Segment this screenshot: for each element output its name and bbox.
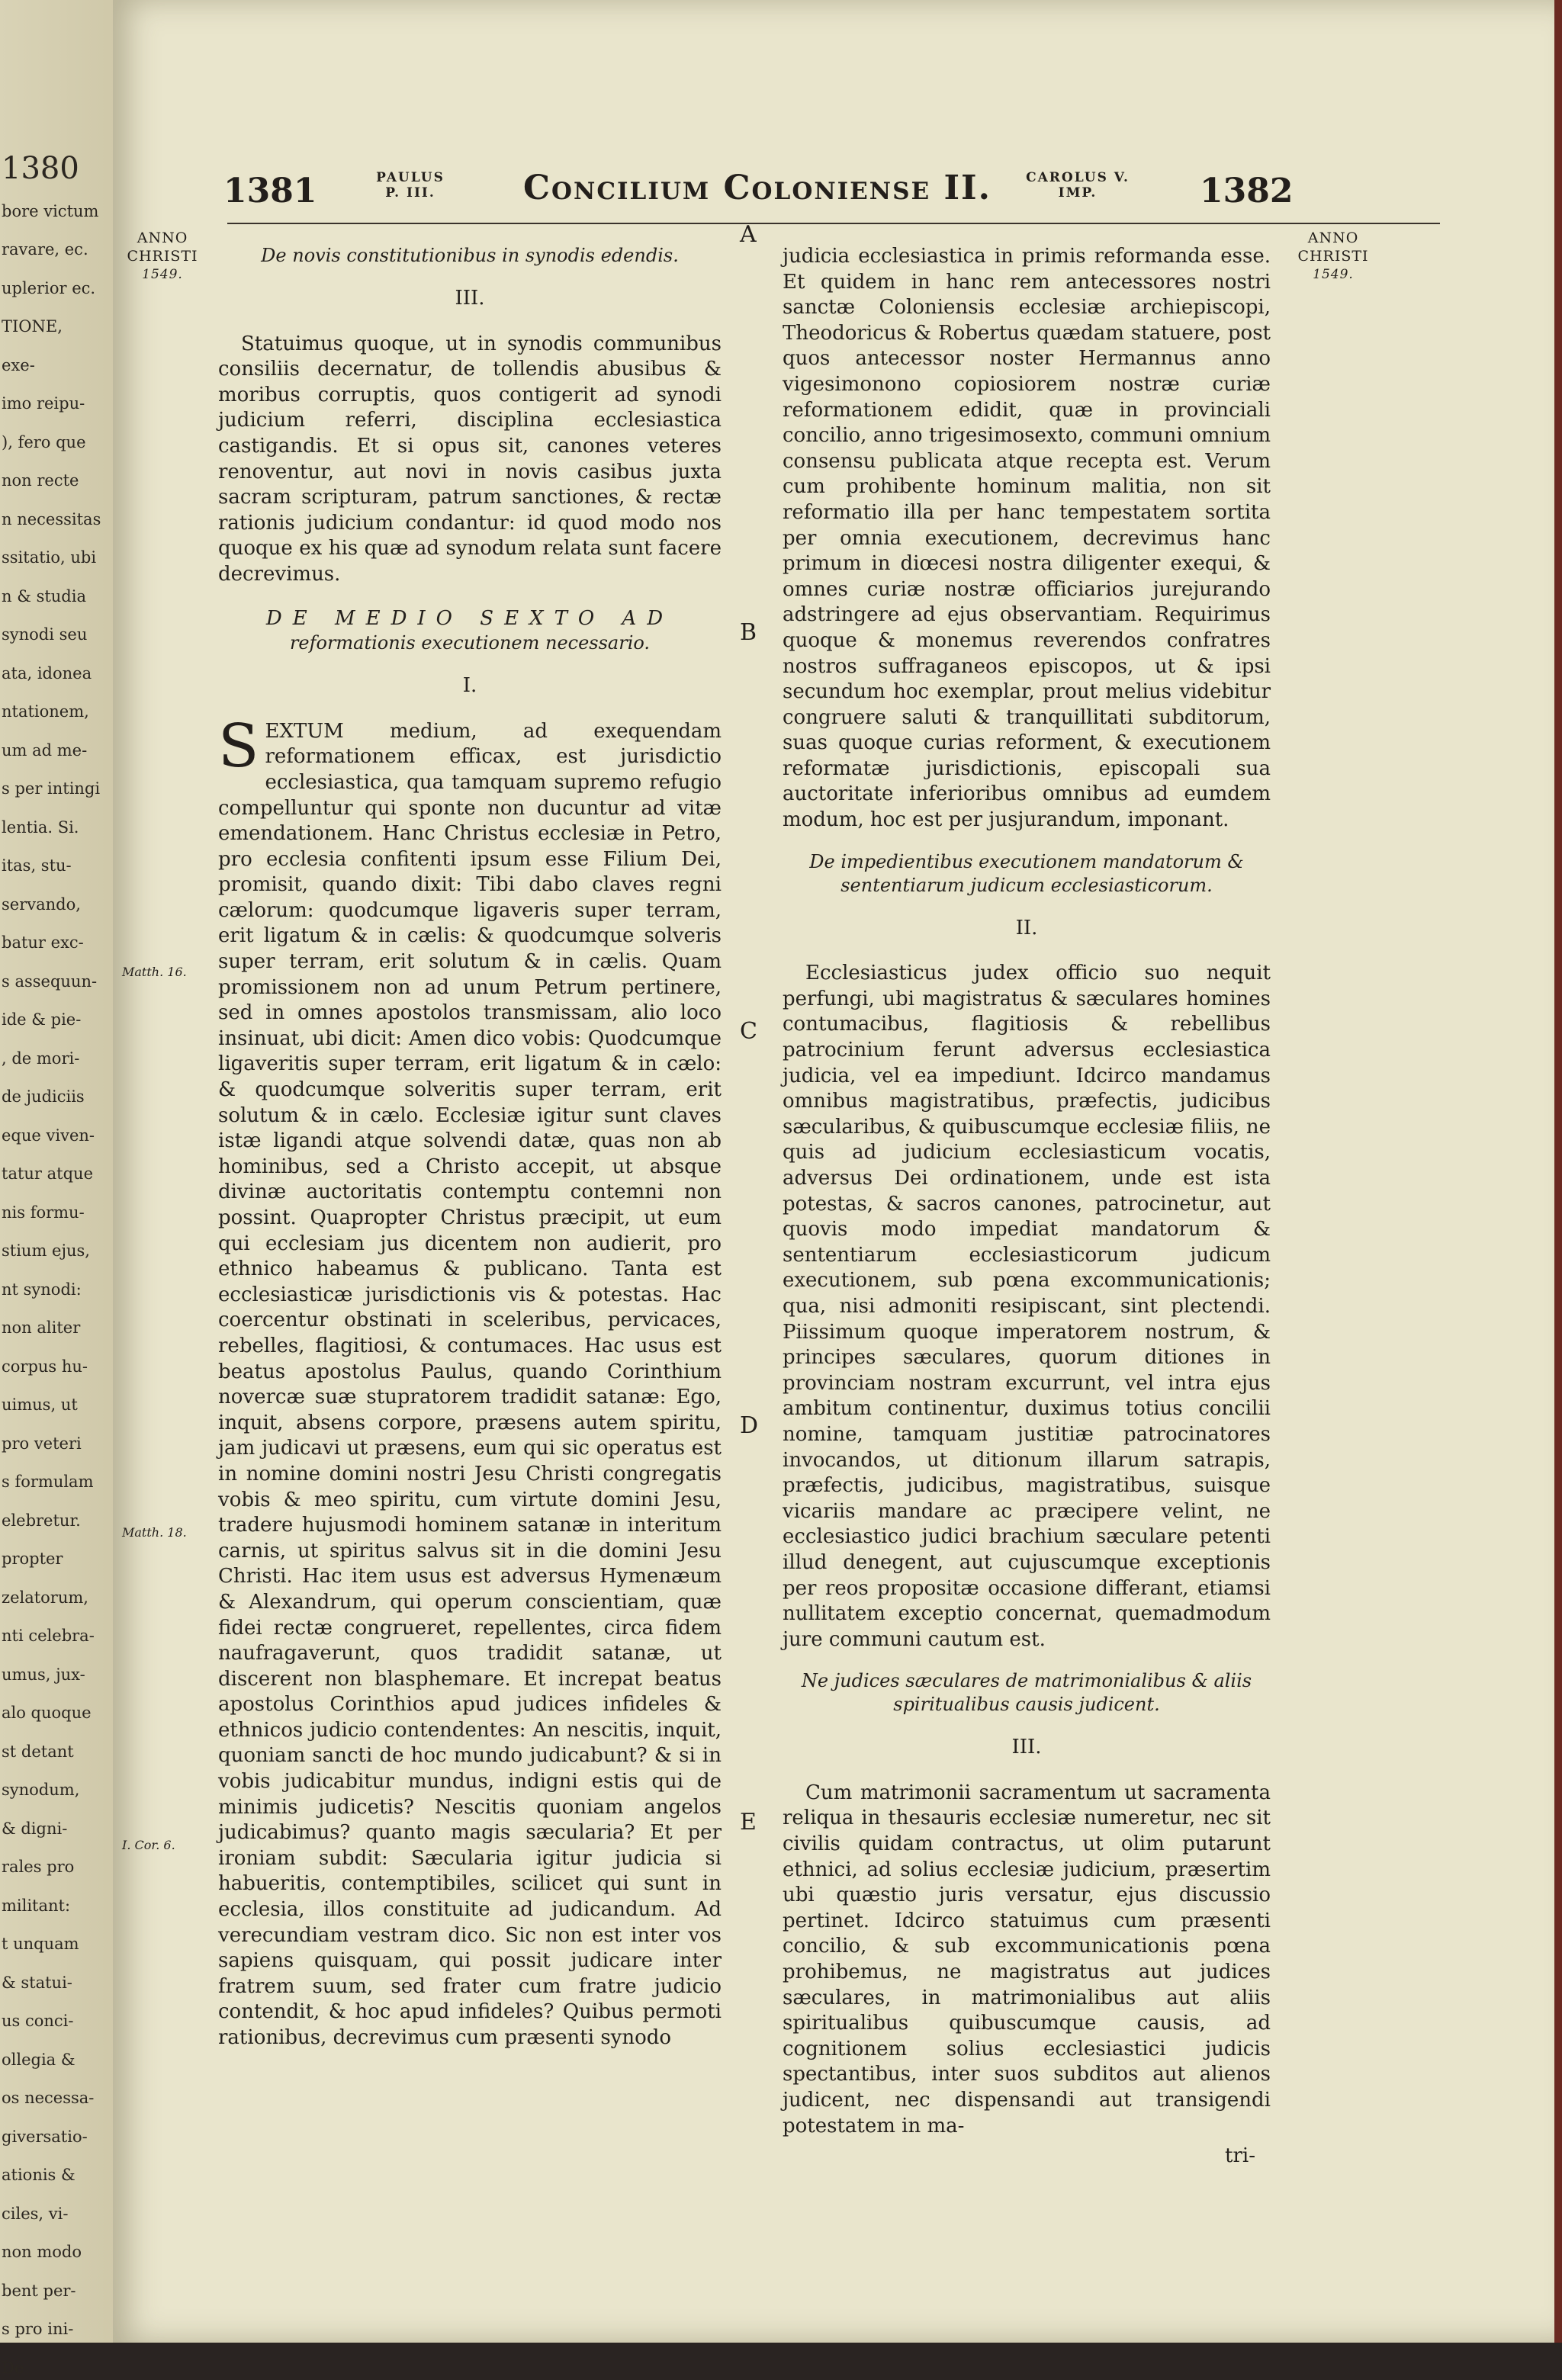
facing-page-line: st detant	[2, 1742, 74, 1761]
facing-page-line: ), fero que	[2, 432, 86, 451]
facing-page-line: militant:	[2, 1896, 71, 1915]
section-letter: A	[740, 221, 757, 248]
page-number-right: 1382	[1200, 172, 1294, 210]
pope-name: PAULUS	[376, 170, 445, 185]
facing-page-line: , de mori-	[2, 1049, 80, 1068]
section-number: I.	[462, 674, 477, 698]
anno-christi-left	[117, 229, 208, 284]
facing-page-line: ata, idonea	[2, 663, 92, 683]
chapter-heading: DE MEDIO SEXTO AD	[265, 606, 674, 630]
scripture-ref: Matth. 16.	[122, 965, 187, 979]
facing-page-line: os necessa-	[2, 2089, 95, 2107]
facing-page-line: s assequun-	[2, 972, 98, 991]
facing-page-line: nis formu-	[2, 1203, 85, 1222]
paragraph	[218, 711, 722, 2051]
facing-page-line: alo quoque	[2, 1704, 92, 1722]
facing-page-line: & statui-	[2, 1973, 72, 1992]
facing-page-line: zelatorum,	[2, 1588, 88, 1607]
facing-page-line: servando,	[2, 895, 81, 914]
binding-edge	[1554, 0, 1562, 2343]
facing-page-line: De	[2, 2358, 24, 2377]
facing-page-line: nti celebra-	[2, 1627, 95, 1645]
page-title: Concilium Coloniense II.	[523, 169, 992, 207]
anno-christi-right	[1287, 229, 1379, 284]
paragraph-text: EXTUM medium, ad exequendam reformationem efficax, est jurisdictio ecclesiastica, qua tamquam supremo refugio compelluntur qui sponte non ducuntur ad vitæ emendationem. Hanc Christus ecclesiæ in Petro, pro ecclesia confitenti ipsum esse Filium Dei, promisit, quando dixit: Tibi dabo claves regni cælorum: quodcumque ligaveris super terram, erit ligatum & in cælis: & quodcumque solveris super terram, erit solutum & in cælis. Quam promissionem non ad unum Petrum pertinere, sed in omnes apostolos transmissam, alio loco insinuat, ubi dicit: Amen dico vobis: Quodcumque ligaveritis super terram, erit ligatum & in cælo: & quodcumque solveritis super terram, erit solutum & in cælo. Ecclesiæ igitur sunt claves istæ ligandi atque solvendi datæ, quas non ab hominibus, sed a Christo accepit, ut absque divinæ auctoritatis contemptu contemni non possint. Quapropter Christus præcipit, ut eum qui ecclesiam jus dicentem non audierit, pro ethnico habeamus & publicano. Tanta est ecclesiasticæ jurisdictionis vis & potestas. Hac coercentur obstinati in sceleribus, pervicaces, rebelles, flagitiosi, & contumaces. Hac usus est beatus apostolus Paulus, quando Corinthium novercæ suæ stupratorem tradidit satanæ: Ego, inquit, absens corpore, præsens autem spiritu, jam judicavi ut præsens, eum qui sic operatus est in nomine domini nostri Jesu Christi congregatis vobis & meo spiritu, cum virtute domini Jesu, tradere hujusmodi hominem satanæ in interitum carnis, ut spiritus salvus sit in die domini Jesu Christi. Hac item usus est adversus Hymenæum & Alexandrum, qui operum conscientiam, quæ fidei rectæ congrueret, repellentes, circa fidem naufragaverunt, quos tradidit satanæ, ut discerent non blasphemare. Et increpat beatus apostolus Corinthios apud judices infideles & ethnicos judicio contendentes: An nescitis, inquit, quoniam sancti de hoc mundo judicabunt? & si in vobis judicabitur mundus, indigni estis qui de minimis judicetis? Nescitis quoniam angelos judicabimus? quanto magis sæcularia? Et per ironiam subdit: Sæcularia igitur judicia si habueritis, contemptibiles, scilicet qui sunt in ecclesia, illos constituite ad judicandum. Ad verecundiam vestram dico. Sic non est inter vos sapiens quisquam, qui possit judicare inter fratrem suum, sed frater cum fratre judicio contendit, & hoc apud infideles? Quibus permoti rationibus, decrevimus cum præsenti synodo	[218, 719, 722, 2049]
facing-page-line: propter	[2, 1550, 63, 1568]
section-number: III.	[455, 287, 485, 310]
facing-page-line: nt synodi:	[2, 1280, 82, 1299]
facing-page-line: rales pro	[2, 1858, 75, 1876]
paragraph: Statuimus quoque, ut in synodis communibus consiliis decernatur, de tollendis abusibus & moribus corruptis, quos contigerit ad synodi judicium referri, disciplina ecclesiastica castigandis. Et si opus sit, canones veteres renoventur, aut novi in novis casibus juxta sacram scripturam, patrum sanctiones, & rectæ rationis judicium condantur: id quod modo nos quoque ex his quæ ad synodum relata sunt facere decrevimus.	[218, 332, 722, 586]
facing-page-line: umus, jux-	[2, 1665, 85, 1684]
facing-page-line: uplerior ec.	[2, 278, 96, 297]
year-label: 1549.	[1313, 267, 1354, 282]
facing-page-line: s formulam	[2, 1473, 94, 1491]
facing-page-line: um ad me-	[2, 740, 88, 760]
facing-page-line: exe-	[2, 355, 35, 374]
facing-page-line: us conci-	[2, 2012, 74, 2030]
facing-page-line: non aliter	[2, 1318, 81, 1337]
scripture-ref: I. Cor. 6.	[122, 1838, 175, 1852]
facing-page-line: ollegia &	[2, 2050, 76, 2069]
facing-page-line: stium ejus,	[2, 1241, 90, 1260]
section-heading: Ne judices sæculares de matrimonialibus & aliis spiritualibus causis judicent.	[801, 1670, 1252, 1716]
facing-page-line: 1380	[2, 151, 79, 186]
facing-page-line: ationis &	[2, 2166, 76, 2184]
facing-page-line: & digni-	[2, 1819, 68, 1838]
facing-page-line: ntationem,	[2, 702, 89, 721]
emperor-title: IMP.	[1058, 185, 1098, 201]
christi-label: CHRISTI	[1297, 248, 1369, 265]
emperor-label	[1024, 170, 1131, 201]
catchword: tri-	[1225, 2144, 1255, 2168]
anno-label: ANNO	[1307, 230, 1359, 246]
facing-page-line: ssitatio, ubi	[2, 548, 97, 567]
page-number-left: 1381	[223, 172, 317, 210]
facing-page-fragment	[0, 0, 118, 2377]
section-heading: De novis constitutionibus in synodis edendis.	[261, 245, 679, 266]
facing-page-line: ide & pie-	[2, 1010, 82, 1029]
facing-page-line: lentia. Si.	[2, 817, 79, 837]
facing-page-line: imo reipu-	[2, 394, 85, 413]
scripture-ref: Matth. 18.	[122, 1525, 187, 1540]
facing-page-line: synodum,	[2, 1781, 80, 1799]
facing-page-line: n necessitas	[2, 509, 101, 528]
section-letter: E	[740, 1809, 757, 1836]
running-head	[113, 164, 1562, 217]
section-heading: De impedientibus executionem mandatorum & sententiarum judicum ecclesiasticorum.	[809, 850, 1244, 896]
facing-page-line: bent per-	[2, 2281, 76, 2300]
book-page	[113, 0, 1562, 2343]
section-letter: B	[740, 619, 757, 646]
facing-page-line: non recte	[2, 471, 79, 490]
facing-page-line: giversatio-	[2, 2127, 88, 2146]
facing-page-line: eque viven-	[2, 1126, 95, 1145]
drop-cap: S	[218, 711, 259, 781]
christi-label: CHRISTI	[127, 248, 198, 265]
facing-page-line: uimus, ut	[2, 1396, 78, 1414]
paragraph: judicia ecclesiastica in primis reformanda esse. Et quidem in hanc rem antecessores nostri sanctæ Coloniensis ecclesiæ archiepiscopi, Theodoricus & Robertus quædam statuere, post quos antecessor noster Hermannus anno vigesimonono copiosiorem nostræ curiæ reformationem edidit, quæ in provinciali concilio, anno trigesimosexto, communi omnium consensu publicata atque recepta est. Verum cum prohibente hominum malitia, non sit reformatio illa per hanc tempestatem sortita per omnia executionem, decrevimus hanc primum in diœcesi nostra diligenter exequi, & omnes curiæ nostræ officiarios jurejurando adstringere ad ejus observantiam. Requirimus quoque & monemus reverendos confratres nostros suffraganeos episcopos, ut & ipsi secundum hoc exemplar, prout melius videbitur congruere saluti & tranquillitati subditorum, suas quoque curias reforment, & executionem reformatæ jurisdictionis, episcopali sua auctoritate inferioribus omnibus ad eumdem modum, hoc est per jusjurandum, imponant.	[783, 245, 1271, 832]
facing-page-line: s pro ini-	[2, 2320, 74, 2338]
facing-page-line: elebretur.	[2, 1511, 81, 1530]
facing-page-line: itas, stu-	[2, 856, 72, 875]
facing-page-line: corpus hu-	[2, 1357, 88, 1376]
facing-page-line: ciles, vi-	[2, 2204, 69, 2223]
pope-number: P. III.	[385, 185, 435, 201]
facing-page-line: non modo	[2, 2243, 82, 2261]
chapter-subheading: reformationis executionem necessario.	[289, 632, 651, 654]
left-column	[218, 244, 722, 2051]
right-column	[783, 244, 1271, 2170]
emperor-name: CAROLUS V.	[1026, 170, 1130, 185]
section-letter: C	[740, 1018, 757, 1045]
section-letter: D	[740, 1412, 759, 1439]
facing-page-line: bore victum	[2, 201, 99, 220]
pope-label	[365, 170, 456, 201]
facing-page-line: TIONE,	[2, 317, 63, 336]
anno-label: ANNO	[137, 230, 188, 246]
facing-page-line: s per intingi	[2, 779, 101, 798]
section-number: III.	[1011, 1736, 1042, 1759]
facing-page-line: synodi seu	[2, 625, 88, 644]
facing-page-line: ravare, ec.	[2, 240, 88, 259]
facing-page-line: n & studia	[2, 586, 86, 605]
section-number: II.	[1015, 916, 1038, 939]
facing-page-line: t unquam	[2, 1935, 79, 1953]
facing-page-line: de judiciis	[2, 1087, 85, 1106]
facing-page-line: batur exc-	[2, 933, 84, 952]
facing-page-line: pro veteri	[2, 1434, 82, 1453]
header-rule	[227, 223, 1440, 224]
paragraph: Ecclesiasticus judex officio suo nequit perfungi, ubi magistratus & sæculares homines contumacibus, flagitiosis & rebellibus patrocinium ferunt adversus ecclesiastica judicia, vel ea impediunt. Idcirco mandamus omnibus magistratibus, præfectis, judicibus sæcularibus, & quibuscumque ecclesiæ filiis, ne quis ad judicium ecclesiasticum vocatis, adversus Dei ordinationem, unde est ista potestas, & sacros canones, patrocinetur, aut quovis modo impediat mandatorum & sententiarum ecclesiasticorum judicum executionem, sub pœna excommunicationis; qua, nisi admoniti resipiscant, sint plectendi. Piissimum quoque imperatorem nostrum, & principes sæculares, quorum ditiones in provinciam nostram excurrunt, vel intra ejus ambitum continentur, duximus totius concilii nomine, tamquam justitiæ patrocinatores invocandos, ut ditionum illarum satrapis, præfectis, judicibus, magistratibus, suisque vicariis mandare ac præcipere velint, ne ecclesiastico judici brachium sæculare petenti illud denegent, aut cujuscumque exceptionis per reos propositæ occasione differant, etiamsi nullitatem exceptio concernat, quemadmodum jure communi cautum est.	[783, 962, 1271, 1651]
year-label: 1549.	[142, 267, 183, 282]
paragraph: Cum matrimonii sacramentum ut sacramenta reliqua in thesauris ecclesiæ numeretur, nec sit civilis quidam contractus, ut olim putarunt ethnici, ad solius ecclesiæ judicium, præsertim ubi quæstio juris versatur, ejus discussio pertinet. Idcirco statuimus cum præsenti concilio, & sub excommunicationis pœna prohibemus, ne magistratus aut judices sæculares, in matrimonialibus aut aliis spiritualibus quibuscumque causis, ad cognitionem solius ecclesiastici judicis spectantibus, inter suos subditos aut alienos judicent, nec dispensandi aut transigendi potestatem in ma-	[783, 1781, 1271, 2138]
facing-page-line: tatur atque	[2, 1164, 93, 1183]
